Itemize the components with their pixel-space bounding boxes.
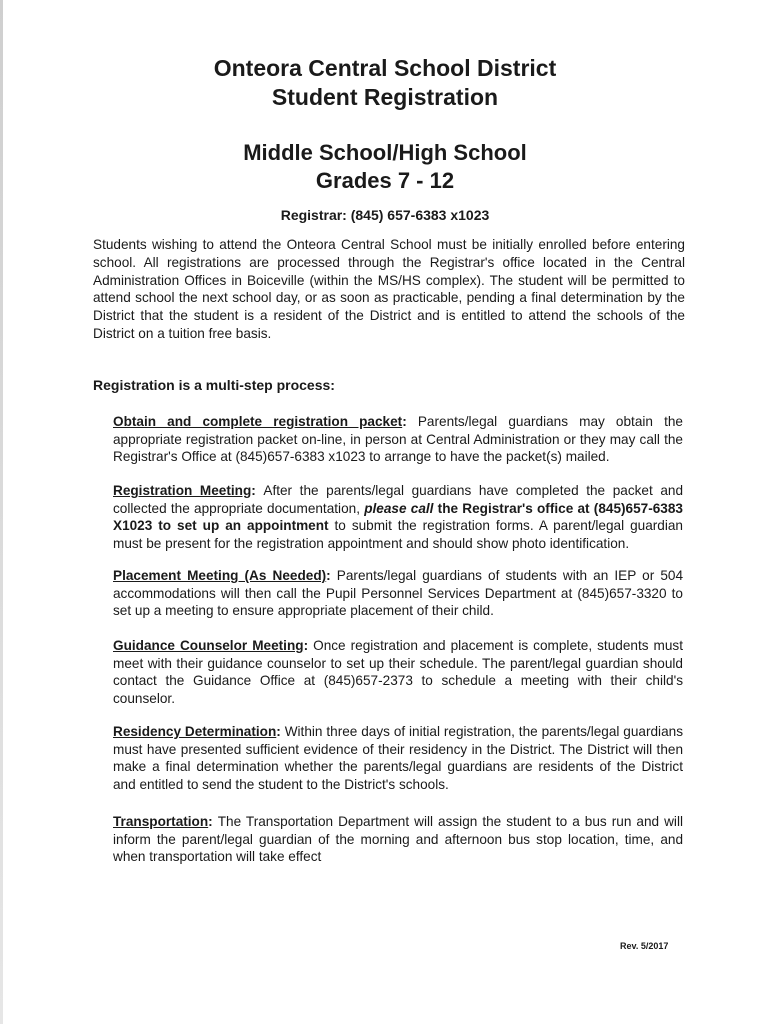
- step-transportation: Transportation: The Transportation Department will assign the student to a bus run and will inform the parent/legal guardian of the morning and afternoon bus stop location, time, and when transportation will take effect: [113, 814, 683, 864]
- step-registration-meeting: Registration Meeting: After the parents/legal guardians have completed the packet and collected the appropriate documentation, please call the Registrar's office at (845)657-6383 X1023 to set up an appointment to submit the registration forms. A parent/legal guardian must be present for the registration appointment and should show photo identification.: [113, 483, 684, 551]
- revision-date: Rev. 5/2017: [620, 941, 669, 951]
- step-text: Parents/legal guardians may obtain the appropriate registration packet on-line, in person at Central Administration or they may call the Registrar's Office at (845)657-6383 x1023 to arrange to have the packet(s) mailed.: [113, 414, 683, 464]
- step-emphasis-bold: the Registrar's office at (845)657-6383 X1023 to set up an appointment: [113, 500, 683, 533]
- step-text: The Transportation Department will assign the student to a bus run and will inform the parent/legal guardian of the morning and afternoon bus stop location, time, and when transportation will take effect: [113, 814, 683, 864]
- step-title: Transportation: [113, 814, 209, 829]
- step-text-after: to submit the registration forms. A parent/legal guardian must be present for the registration appointment and should show photo identification.: [113, 518, 683, 551]
- step-title: Residency Determination: [113, 724, 277, 739]
- registrar-contact: Registrar: (845) 657-6383 x1023: [280, 207, 490, 223]
- step-guidance-meeting: Guidance Counselor Meeting: Once registration and placement is complete, students must meet with their guidance counselor to set up their schedule. The parent/legal guardian should contact the Guidance Office at (845)657-2373 to schedule a meeting with their child's counselor.: [113, 638, 684, 706]
- step-title: Obtain and complete registration packet: [113, 414, 403, 429]
- intro-paragraph: Students wishing to attend the Onteora Central School must be initially enrolled before entering school. All registrations are processed through the Registrar's office located in the Central Administration Offices in Boiceville (within the MS/HS complex). The student will be permitted to attend school the next school day, or as soon as practicable, pending a final determination by the District that the student is a resident of the District and is entitled to attend the schools of the District on a tuition free basis.: [93, 237, 685, 341]
- school-name: Middle School/High School: [243, 140, 527, 165]
- step-obtain-packet: Obtain and complete registration packet: Parents/legal guardians may obtain the appropriate registration packet on-line, in person at Central Administration or they may call the Registrar's Office at (845)657-6383 x1023 to arrange to have the packet(s) mailed.: [113, 414, 683, 464]
- process-heading: Registration is a multi-step process:: [93, 377, 335, 393]
- step-text: Within three days of initial registration, the parents/legal guardians must have presented sufficient evidence of their residency in the District. The District will then make a final determination whether the parents/legal guardians are residents of the District and entitled to send the student to the District's schools.: [113, 724, 683, 792]
- document-header: [0, 54, 770, 112]
- step-text: After the parents/legal guardians have completed the packet and collected the appropriate documentation,: [113, 483, 684, 516]
- form-title: Student Registration: [271, 84, 499, 110]
- school-header: [0, 139, 770, 195]
- step-emphasis-italic: please call: [364, 500, 434, 516]
- step-placement-meeting: Placement Meeting (As Needed): Parents/legal guardians of students with an IEP or 504 accommodations will then call the Pupil Personnel Services Department at (845)657-3320 to set up a meeting to ensure appropriate placement of their child.: [113, 568, 684, 618]
- step-text: Once registration and placement is complete, students must meet with their guidance counselor to set up their schedule. The parent/legal guardian should contact the Guidance Office at (845)657-2373 to schedule a meeting with their child's counselor.: [113, 638, 684, 706]
- step-text: Parents/legal guardians of students with an IEP or 504 accommodations will then call the Pupil Personnel Services Department at (845)657-3320 to set up a meeting to ensure appropriate placement of their child.: [113, 568, 684, 618]
- step-title: Registration Meeting: [113, 483, 252, 498]
- district-name: Onteora Central School District: [213, 55, 557, 81]
- grades-label: Grades 7 - 12: [315, 168, 455, 193]
- step-residency: Residency Determination: Within three days of initial registration, the parents/legal guardians must have presented sufficient evidence of their residency in the District. The District will then make a final determination whether the parents/legal guardians are residents of the District and entitled to send the student to the District's schools.: [113, 724, 683, 792]
- step-title: Placement Meeting (As Needed): [113, 568, 327, 583]
- step-title: Guidance Counselor Meeting: [113, 638, 304, 653]
